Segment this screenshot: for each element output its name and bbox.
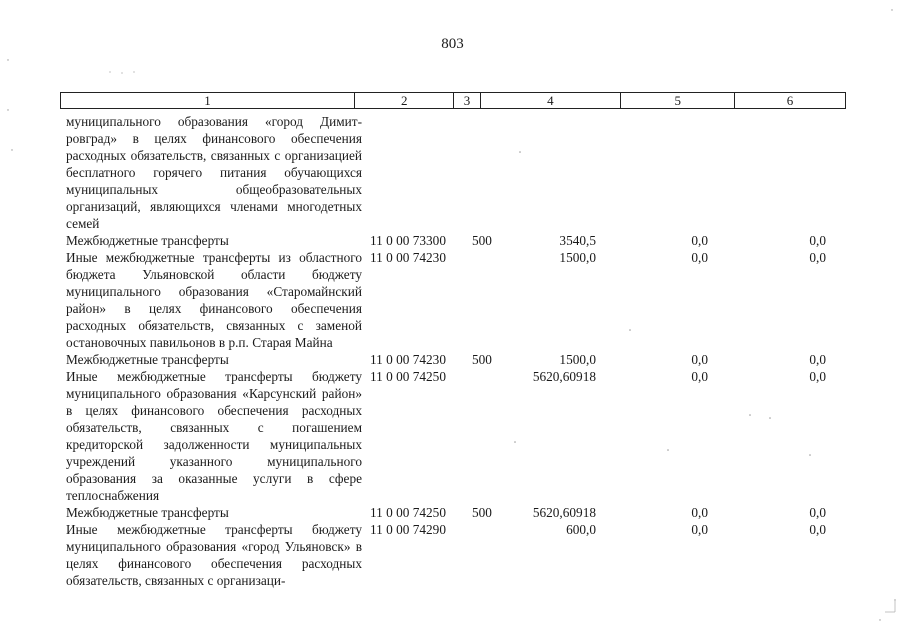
row-code: 11 0 00 74290: [370, 522, 446, 537]
row-expense-type: 500: [472, 233, 492, 248]
row-amount: 5620,60918: [532, 369, 596, 384]
row-year2: 0,0: [691, 522, 708, 537]
row-description: Межбюджетные трансферты: [66, 233, 229, 248]
row-year2: 0,0: [691, 352, 708, 367]
row-description: муниципального образования «город Димит-ровград» в целях финансового обеспечения расходных обязательств, связанных с организацией бесплатного горячего питания обучающихся муниципальных общеобразовательных организаций, являющихся членами многодетных семей: [66, 114, 362, 231]
row-expense-type: 500: [472, 505, 492, 520]
row-description: Межбюджетные трансферты: [66, 352, 229, 367]
row-code: 11 0 00 74250: [370, 505, 446, 520]
row-description: Иные межбюджетные трансферты бюджету муниципального образования «Карсунский район» в целях финансового обеспечения расходных обязательств, связанных с погашением кредиторской задолженности муниципальных учреждений указанного муниципального образования за оказанные услуги в сфере теплоснабжения: [66, 369, 362, 503]
header-col-3: 3: [454, 93, 480, 108]
header-col-2: 2: [355, 93, 454, 108]
header-col-1: 1: [61, 93, 355, 108]
row-year3: 0,0: [809, 369, 826, 384]
row-amount: 3540,5: [559, 233, 596, 248]
row-year2: 0,0: [691, 505, 708, 520]
row-description: Иные межбюджетные трансферты бюджету муниципального образования «город Ульяновск» в целях финансового обеспечения расходных обязательств, связанных с организаци-: [66, 522, 362, 588]
row-code: 11 0 00 74230: [370, 352, 446, 367]
row-year3: 0,0: [809, 352, 826, 367]
row-year3: 0,0: [809, 250, 826, 265]
header-col-6: 6: [735, 93, 846, 108]
row-year2: 0,0: [691, 250, 708, 265]
header-col-4: 4: [481, 93, 622, 108]
row-description: Межбюджетные трансферты: [66, 505, 229, 520]
row-year2: 0,0: [691, 369, 708, 384]
row-amount: 1500,0: [559, 250, 596, 265]
header-col-5: 5: [621, 93, 735, 108]
row-description: Иные межбюджетные трансферты из областного бюджета Ульяновской области бюджету муниципального образования «Старомайнский район» в целях финансового обеспечения расходных обязательств, связанных с заменой остановочных павильонов в р.п. Старая Майна: [66, 250, 362, 350]
row-year2: 0,0: [691, 233, 708, 248]
row-amount: 5620,60918: [532, 505, 596, 520]
row-amount: 600,0: [566, 522, 596, 537]
row-code: 11 0 00 73300: [370, 233, 446, 248]
row-code: 11 0 00 74250: [370, 369, 446, 384]
row-amount: 1500,0: [559, 352, 596, 367]
row-year3: 0,0: [809, 505, 826, 520]
row-expense-type: 500: [472, 352, 492, 367]
page-number: 803: [441, 36, 464, 52]
row-year3: 0,0: [809, 233, 826, 248]
row-year3: 0,0: [809, 522, 826, 537]
row-code: 11 0 00 74230: [370, 250, 446, 265]
